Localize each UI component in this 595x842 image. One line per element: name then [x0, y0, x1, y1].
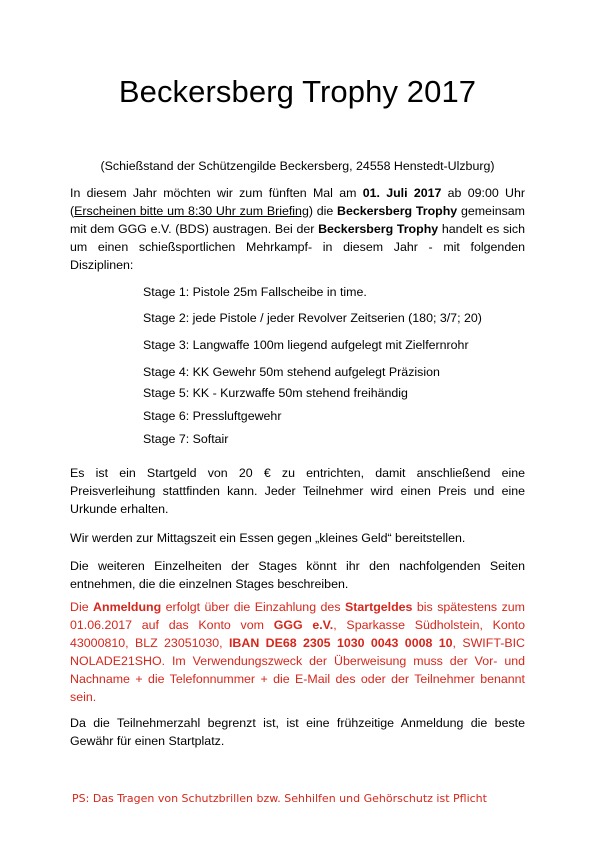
fee-paragraph: Es ist ein Startgeld von 20 € zu entrichten, damit anschließend eine Preisverleihung stattfinden kann. Jeder Teilnehmer wird einen Preis und eine Urkunde erhalten.: [70, 466, 525, 516]
intro-text-2: ab 09:00 Uhr (: [70, 186, 525, 218]
entry-fee-keyword: Startgeldes: [344, 600, 413, 614]
registration-text-1: Die: [70, 600, 94, 614]
event-name-1: Beckersberg Trophy: [337, 204, 458, 218]
registration-text-2: erfolgt über die Einzahlung des: [161, 600, 345, 614]
location-subtitle: (Schießstand der Schützengilde Beckersberg, 24558 Henstedt-Ulzburg): [100, 159, 495, 173]
limit-paragraph: Da die Teilnehmerzahl begrenzt ist, ist eine frühzeitige Anmeldung die beste Gewähr für einen Startplatz.: [70, 716, 525, 748]
account-holder: GGG e.V.: [273, 618, 334, 632]
intro-text-3: ) die: [308, 204, 338, 218]
briefing-note: Erscheinen bitte um 8:30 Uhr zum Briefing: [74, 204, 309, 218]
stage-item-6: Stage 6: Pressluftgewehr: [143, 409, 282, 423]
stage-item-4: Stage 4: KK Gewehr 50m stehend aufgelegt Präzision: [143, 365, 440, 379]
event-name-2: Beckersberg Trophy: [318, 222, 439, 236]
registration-text-3: bis spätestens zum 01.06.2017 auf das Konto vom: [70, 600, 525, 632]
ps-note: PS: Das Tragen von Schutzbrillen bzw. Sehhilfen und Gehörschutz ist Pflicht: [72, 792, 487, 805]
registration-text-4: , Sparkasse Südholstein, Konto 43000810, BLZ 23051030,: [70, 618, 526, 650]
intro-paragraph: [70, 184, 525, 274]
stage-item-3: Stage 3: Langwaffe 100m liegend aufgelegt mit Zielfernrohr: [143, 338, 469, 352]
registration-text-5: , SWIFT-BIC NOLADE21SHO. Im Verwendungszweck der Überweisung muss der Vor- und Nachname + die Telefonnummer + die E-Mail des oder der Teilnehmer benannt sein.: [70, 636, 525, 704]
registration-paragraph: [70, 598, 525, 706]
intro-text-1: In diesem Jahr möchten wir zum fünften Mal am: [70, 186, 363, 200]
page-title: Beckersberg Trophy 2017: [118, 74, 477, 109]
intro-text-4: gemeinsam mit dem GGG e.V. (BDS) austragen. Bei der: [70, 204, 525, 236]
iban: IBAN DE68 2305 1030 0043 0008 10: [228, 636, 453, 650]
registration-keyword: Anmeldung: [93, 600, 162, 614]
intro-text-5: handelt es sich um einen schießsportlichen Mehrkampf- in diesem Jahr - mit folgenden Disziplinen:: [70, 222, 526, 272]
details-paragraph: Die weiteren Einzelheiten der Stages könnt ihr den nachfolgenden Seiten entnehmen, die die einzelnen Stages beschreiben.: [70, 559, 525, 591]
stage-item-5: Stage 5: KK - Kurzwaffe 50m stehend freihändig: [143, 386, 408, 400]
stage-item-7: Stage 7: Softair: [143, 432, 229, 446]
stage-item-1: Stage 1: Pistole 25m Fallscheibe in time.: [143, 285, 367, 299]
event-date: 01. Juli 2017: [362, 186, 442, 200]
lunch-paragraph: Wir werden zur Mittagszeit ein Essen gegen „kleines Geld“ bereitstellen.: [70, 531, 466, 545]
stage-item-2: Stage 2: jede Pistole / jeder Revolver Zeitserien (180; 3/7; 20): [143, 311, 482, 325]
